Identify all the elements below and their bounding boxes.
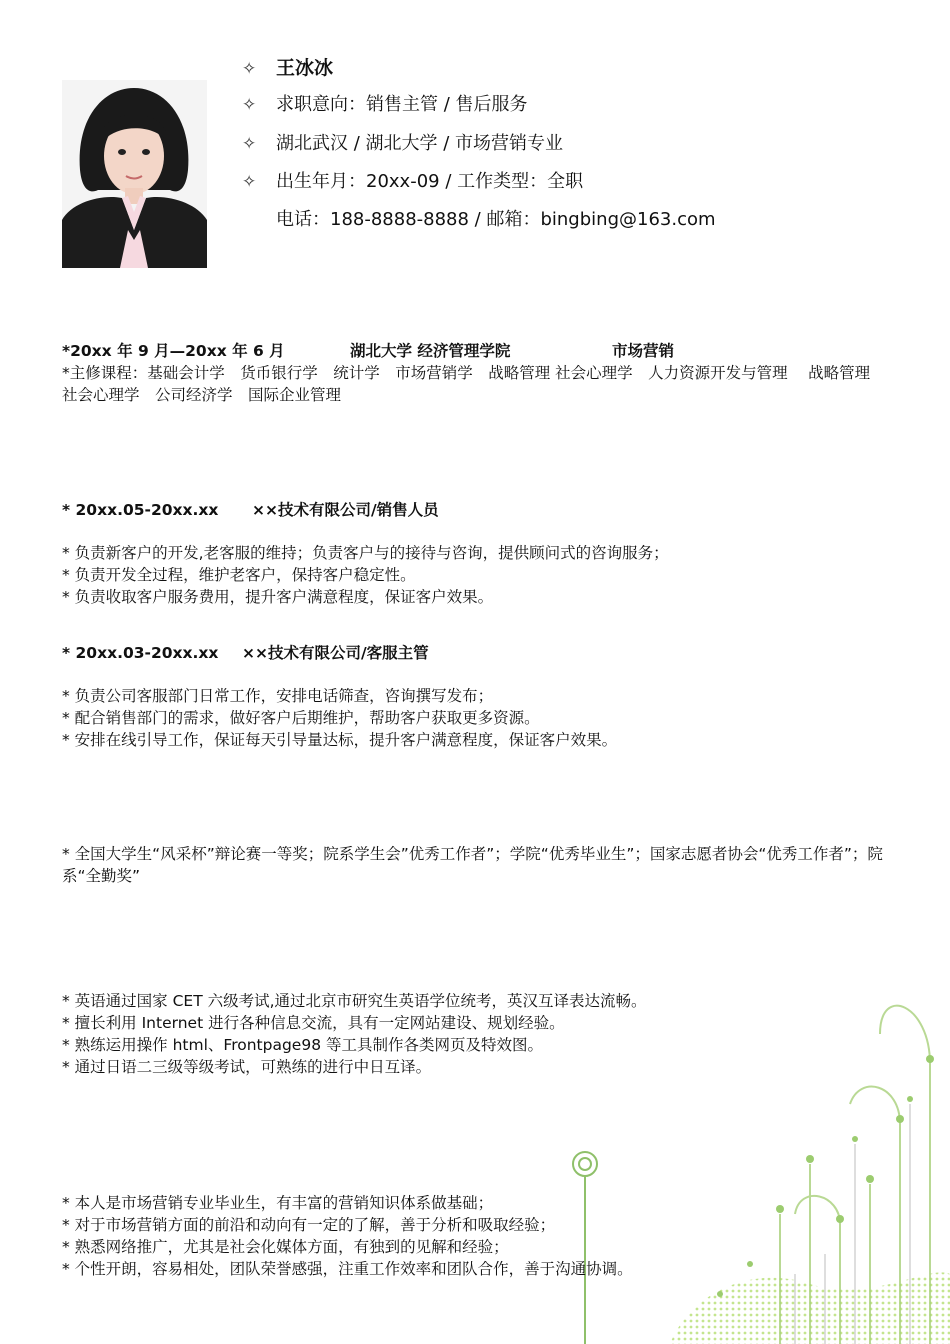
diamond-star-icon: ✧ <box>242 59 257 79</box>
experience-period: * 20xx.05-20xx.xx <box>62 501 219 519</box>
diamond-star-icon: ✧ <box>242 134 257 154</box>
birth-info-text: 出生年月：20xx-09 / 工作类型：全职 <box>276 171 584 192</box>
contact-line: 电话：188-8888-8888 / 邮箱：bingbing@163.com <box>276 209 716 230</box>
experience-item <box>62 499 897 608</box>
job-intent-line <box>242 92 528 118</box>
self-eval-item: * 本人是市场营销专业毕业生，有丰富的营销知识体系做基础； <box>62 1194 494 1212</box>
education-major: 市场营销 <box>612 342 675 360</box>
experience-period: * 20xx.03-20xx.xx <box>62 644 219 662</box>
skill-item: * 通过日语二三级等级考试，可熟练的进行中日互译。 <box>62 1058 432 1076</box>
education-header <box>62 340 897 362</box>
diamond-star-icon: ✧ <box>242 95 257 115</box>
school-info-text: 湖北武汉 / 湖北大学 / 市场营销专业 <box>276 133 564 154</box>
experience-duty: * 配合销售部门的需求，做好客户后期维护，帮助客户获取更多资源。 <box>62 709 540 727</box>
birth-info-line <box>242 169 583 195</box>
self-eval-item: * 对于市场营销方面的前沿和动向有一定的了解，善于分析和吸取经验； <box>62 1216 556 1234</box>
education-section <box>62 340 897 406</box>
diamond-star-icon: ✧ <box>242 172 257 192</box>
experience-duty: * 负责开发全过程，维护老客户，保持客户稳定性。 <box>62 566 416 584</box>
profile-photo <box>62 80 207 268</box>
education-courses: *主修课程：基础会计学 货币银行学 统计学 市场营销学 战略管理 社会心理学 人力资源开发与管理 战略管理 社会心理学 公司经济学 国际企业管理 <box>62 364 886 404</box>
experience-item <box>62 642 897 751</box>
name-line <box>242 55 333 82</box>
job-intent-text: 求职意向：销售主管 / 售后服务 <box>276 94 528 115</box>
experience-header <box>62 642 897 664</box>
experience-duty: * 负责收取客户服务费用，提升客户满意程度，保证客户效果。 <box>62 588 494 606</box>
skills-section <box>62 990 897 1078</box>
education-school: 湖北大学 经济管理学院 <box>350 342 511 360</box>
self-evaluation-section <box>62 1192 897 1280</box>
experience-header <box>62 499 897 521</box>
applicant-name: 王冰冰 <box>276 57 334 79</box>
experience-duty: * 安排在线引导工作，保证每天引导量达标，提升客户满意程度，保证客户效果。 <box>62 731 618 749</box>
experience-title: ××技术有限公司/客服主管 <box>242 644 429 662</box>
school-info-line <box>242 131 563 157</box>
skill-item: * 熟练运用操作 html、Frontpage98 等工具制作各类网页及特效图。 <box>62 1036 543 1054</box>
experience-title: ××技术有限公司/销售人员 <box>252 501 439 519</box>
experience-duty: * 负责新客户的开发,老客服的维持；负责客户与的接待与咨询，提供顾问式的咨询服务； <box>62 544 669 562</box>
education-period: *20xx 年 9 月—20xx 年 6 月 <box>62 342 285 360</box>
self-eval-item: * 熟悉网络推广，尤其是社会化媒体方面，有独到的见解和经验； <box>62 1238 509 1256</box>
experience-duty: * 负责公司客服部门日常工作，安排电话筛查，咨询撰写发布； <box>62 687 494 705</box>
skill-item: * 英语通过国家 CET 六级考试,通过北京市研究生英语学位统考，英汉互译表达流畅。 <box>62 992 647 1010</box>
self-eval-item: * 个性开朗，容易相处，团队荣誉感强，注重工作效率和团队合作，善于沟通协调。 <box>62 1260 633 1278</box>
awards-text: * 全国大学生“风采杯”辩论赛一等奖；院系学生会”优秀工作者”；学院“优秀毕业生”；国家志愿者协会“优秀工作者”；院系“全勤奖” <box>62 845 883 885</box>
skill-item: * 擅长利用 Internet 进行各种信息交流，具有一定网站建设、规划经验。 <box>62 1014 565 1032</box>
